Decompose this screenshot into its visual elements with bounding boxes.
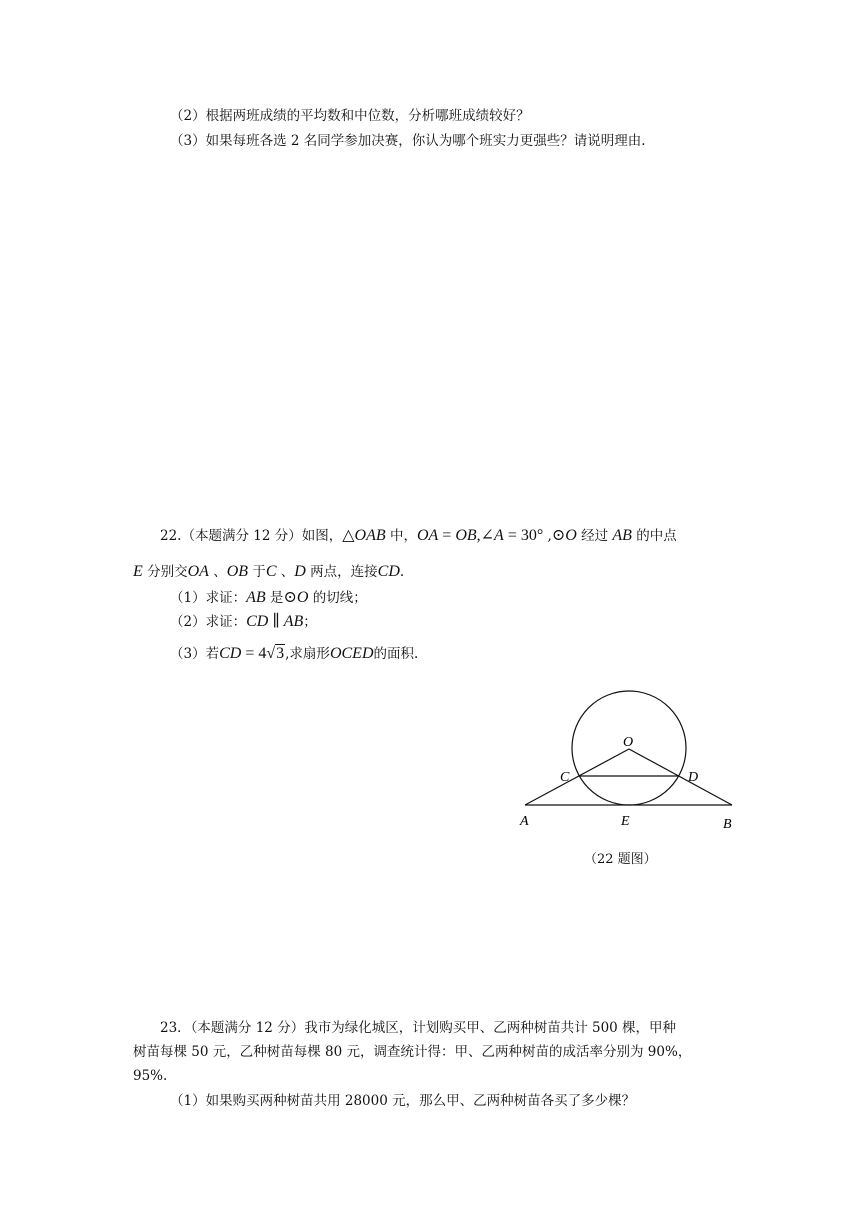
math-ob-2: OB: [226, 563, 249, 580]
math-d: D: [294, 563, 306, 580]
math-equals: =: [438, 527, 456, 544]
q22-p1-b: 是: [265, 590, 284, 606]
q21-part3: （3）如果每班各选 2 名同学参加决赛，你认为哪个班实力更强些？请说明理由.: [170, 133, 646, 149]
q22-p2-a: （2）求证：: [170, 614, 247, 630]
q22-p2-b: ；: [303, 614, 317, 630]
q22-p1-a: （1）求证：: [170, 590, 247, 606]
math-oced: OCED: [329, 645, 374, 662]
segment-ob: [629, 749, 732, 805]
math-cd-p2: CD: [246, 613, 269, 630]
q22-intro-text-b: 中，: [385, 528, 417, 544]
figure-caption: （22 题图）: [584, 852, 657, 867]
math-ob: OB: [455, 527, 477, 544]
q22-line2-c: 于: [248, 564, 266, 580]
math-oa: OA: [416, 527, 439, 544]
math-eq-4: = 4: [241, 645, 267, 662]
triangle-symbol: △: [342, 527, 355, 544]
q22-intro-text-e: 的中点: [631, 528, 677, 544]
q22-geometry-figure: [515, 686, 745, 836]
circle-dot-symbol-p1: ⊙: [283, 589, 297, 606]
label-c: C: [560, 770, 570, 785]
label-a: A: [520, 814, 529, 829]
math-o-p1: O: [296, 589, 309, 606]
circle-dot-symbol: ⊙: [551, 527, 566, 544]
math-ab-p2: AB: [283, 613, 304, 630]
parallel-symbol: ∥: [268, 613, 284, 630]
segment-ao: [525, 749, 629, 805]
math-ab: AB: [612, 527, 632, 544]
q22-part1: [170, 588, 367, 607]
q22-line2-d: 、: [276, 564, 295, 580]
q22-part2: [170, 612, 317, 631]
label-d: D: [688, 770, 699, 785]
label-b: B: [723, 817, 732, 832]
q22-intro-text-c: ,: [543, 528, 552, 544]
math-e: E: [133, 563, 143, 580]
q22-line2: [133, 562, 404, 581]
q22-p3-b: ,求扇形: [285, 646, 330, 662]
q23-line1: 23．（本题满分 12 分）我市为绿化城区，计划购买甲、乙两种树苗共计 500 棵，甲种: [160, 1020, 677, 1036]
math-a: A: [494, 527, 504, 544]
label-e: E: [621, 814, 630, 829]
math-angle: ,∠: [476, 527, 495, 544]
q22-line2-e: 两点，连接: [305, 564, 378, 580]
q23-part1: （1）如果购买两种树苗共用 28000 元，那么甲、乙两种树苗各买了多少棵？: [170, 1093, 636, 1109]
q22-intro: [160, 526, 677, 545]
q22-p1-c: 的切线；: [308, 590, 367, 606]
math-cd-p3: CD: [219, 645, 242, 662]
label-o: O: [623, 735, 634, 750]
math-30deg: = 30°: [503, 527, 544, 544]
q22-line2-a: 分别交: [142, 564, 188, 580]
q22-part3: [170, 644, 418, 663]
q22-intro-text-d: 经过: [576, 528, 613, 544]
math-c: C: [265, 563, 277, 580]
q22-line2-end: .: [399, 564, 405, 580]
sqrt-radicand: 3: [276, 645, 285, 662]
math-oa-2: OA: [187, 563, 209, 580]
q22-line2-b: 、: [208, 564, 227, 580]
q22-p3-c: 的面积.: [373, 646, 419, 662]
math-ab-p1: AB: [246, 589, 266, 606]
q21-part2: （2）根据两班成绩的平均数和中位数，分析哪班成绩较好？: [170, 108, 530, 124]
q23-line2: 树苗每棵 50 元，乙种树苗每棵 80 元，调查统计得：甲、乙两种树苗的成活率分别为 90%，: [133, 1044, 692, 1060]
sqrt-symbol: √3: [266, 645, 285, 662]
math-oab: OAB: [354, 527, 386, 544]
math-cd: CD: [377, 563, 400, 580]
q22-p3-a: （3）若: [170, 646, 220, 662]
math-o: O: [565, 527, 577, 544]
q22-intro-text-a: 22.（本题满分 12 分）如图，: [160, 528, 343, 544]
q23-line3: 95%.: [133, 1068, 168, 1084]
